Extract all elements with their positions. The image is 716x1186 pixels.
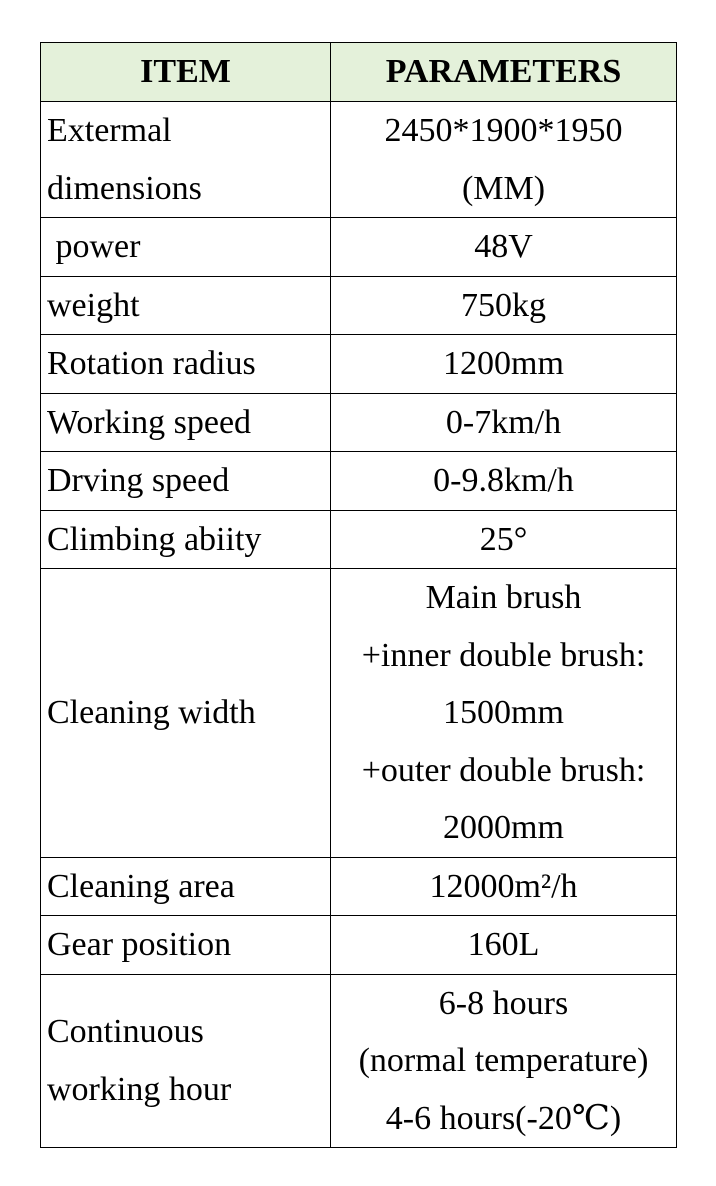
header-parameters: PARAMETERS (331, 43, 677, 102)
item-cell (41, 916, 331, 975)
value-line: 0-9.8km/h (433, 462, 574, 499)
item-line: power (47, 228, 141, 265)
value-cell (331, 452, 677, 511)
value-line: (normal temperature) (358, 1042, 649, 1079)
table-row (41, 102, 677, 218)
table-row (41, 218, 677, 277)
table-row (41, 510, 677, 569)
item-line: dimensions (47, 169, 202, 207)
table-row (41, 452, 677, 511)
value-line: 1500mm (443, 694, 564, 731)
item-line: Cleaning width (47, 694, 256, 731)
value-cell (331, 393, 677, 452)
table-row (41, 916, 677, 975)
header-row (41, 43, 677, 102)
item-line: Rotation radius (47, 345, 256, 382)
item-cell (41, 510, 331, 569)
value-cell (331, 218, 677, 277)
value-cell (331, 569, 677, 858)
value-line: +outer double brush: (361, 751, 646, 789)
value-line: 160L (467, 926, 540, 963)
item-cell (41, 218, 331, 277)
table-row (41, 276, 677, 335)
value-line: (MM) (461, 169, 546, 207)
value-cell (331, 510, 677, 569)
item-line: working hour (47, 1070, 232, 1108)
value-cell (331, 276, 677, 335)
item-line: Continuous (47, 1013, 204, 1051)
value-line: 25° (479, 520, 528, 558)
item-cell (41, 393, 331, 452)
value-cell (331, 102, 677, 218)
table-row (41, 857, 677, 916)
table-row (41, 974, 677, 1148)
item-line: Climbing abiity (47, 520, 262, 558)
value-line: Main brush (425, 579, 582, 616)
value-line: 2450*1900*1950 (384, 112, 623, 149)
value-line: 2000mm (443, 809, 564, 846)
value-line: 12000m²/h (429, 867, 578, 905)
item-cell (41, 276, 331, 335)
value-line: 48V (474, 228, 533, 265)
table-row (41, 335, 677, 394)
value-cell (331, 335, 677, 394)
value-line: 750kg (461, 286, 546, 324)
value-line: 6-8 hours (438, 984, 569, 1022)
item-cell (41, 335, 331, 394)
item-line: Extermal (47, 112, 172, 149)
item-line: Gear position (47, 926, 232, 963)
item-cell (41, 569, 331, 858)
item-line: Cleaning area (47, 867, 235, 905)
item-cell (41, 452, 331, 511)
item-line: weight (47, 286, 140, 324)
value-cell (331, 857, 677, 916)
item-cell (41, 974, 331, 1148)
table-row (41, 569, 677, 858)
value-cell (331, 974, 677, 1148)
item-cell (41, 102, 331, 218)
value-cell (331, 916, 677, 975)
value-line: 4-6 hours(-20℃) (385, 1099, 622, 1137)
value-line: +inner double brush: (361, 636, 646, 674)
value-line: 1200mm (443, 345, 564, 382)
item-line: Working speed (47, 403, 252, 441)
item-line: Drving speed (47, 462, 230, 499)
spec-table (40, 42, 677, 1148)
table-row (41, 393, 677, 452)
value-line: 0-7km/h (445, 403, 562, 441)
item-cell (41, 857, 331, 916)
header-item: ITEM (41, 43, 331, 102)
